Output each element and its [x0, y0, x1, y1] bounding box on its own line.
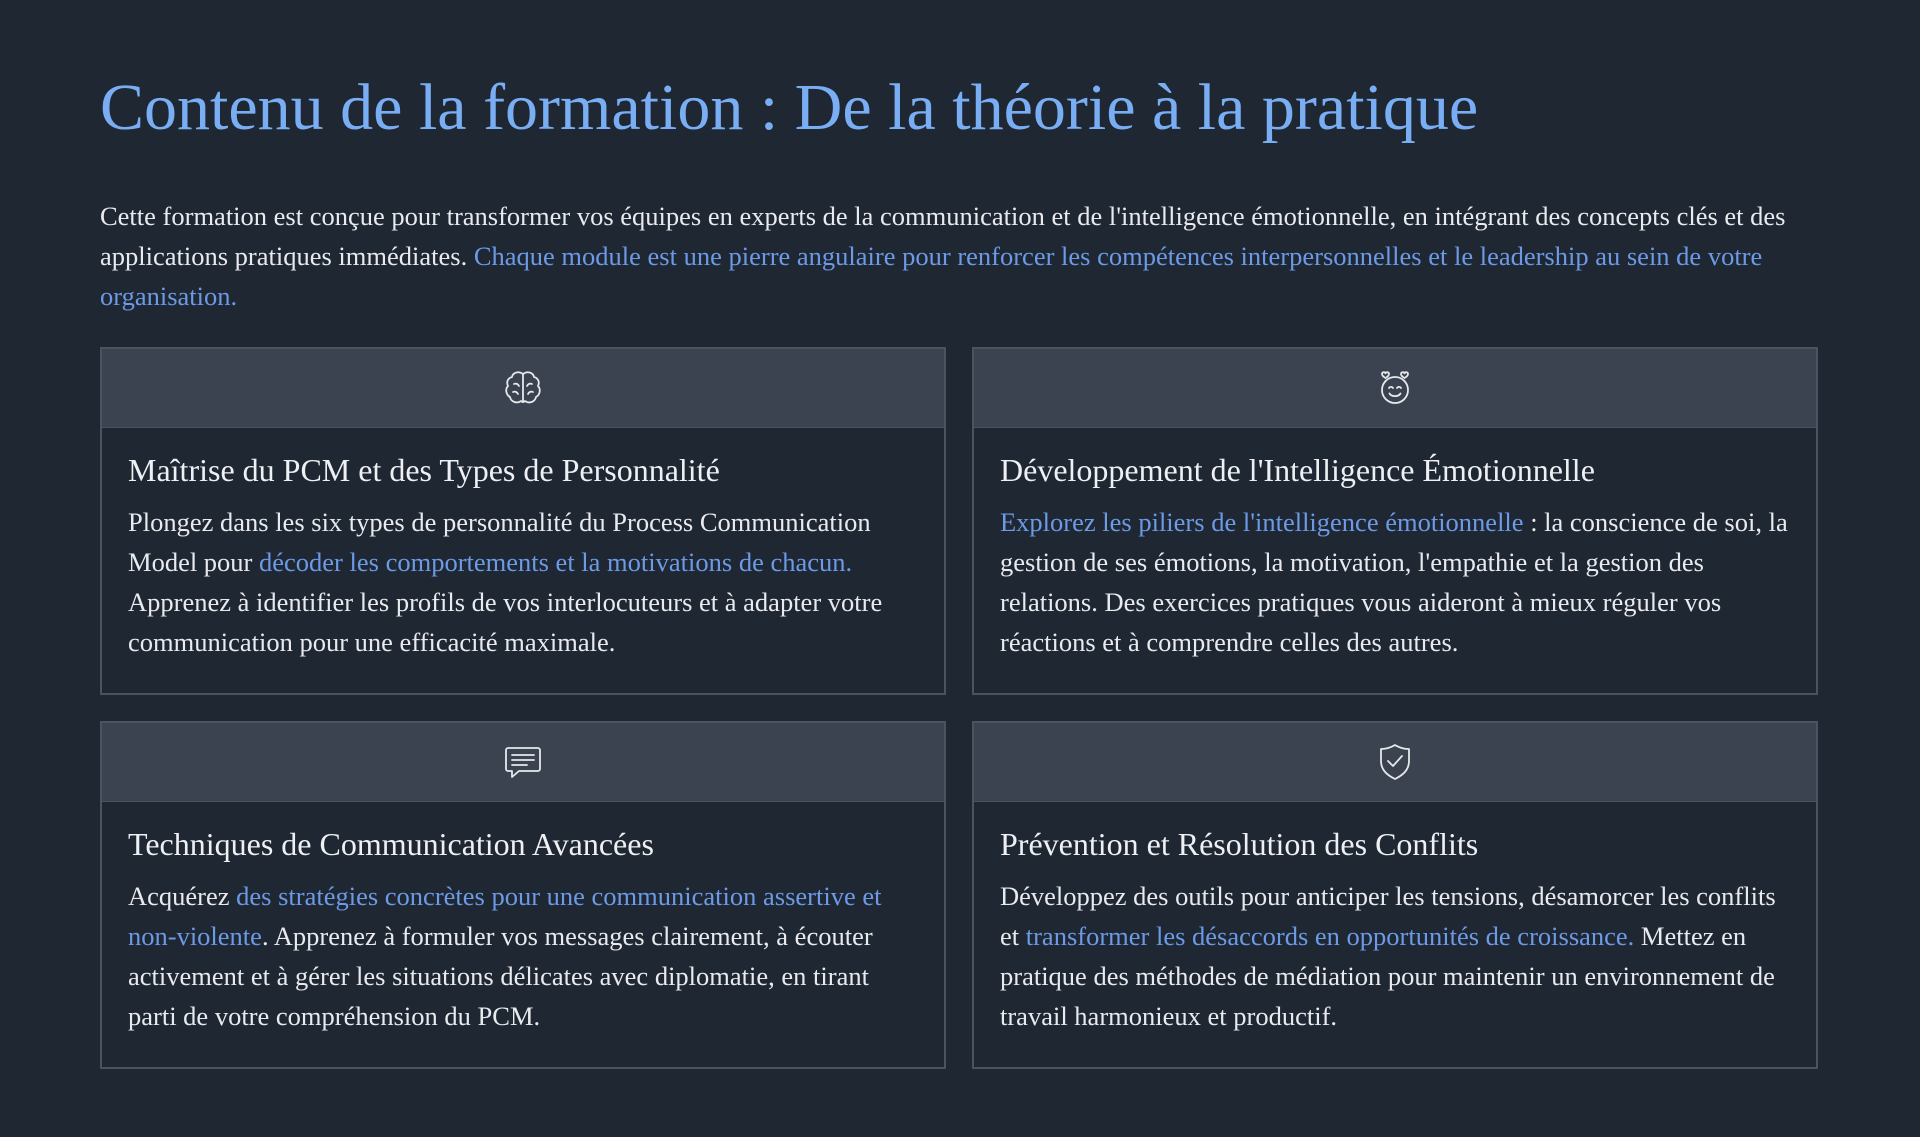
card-description [128, 502, 918, 662]
module-cards [100, 347, 1820, 1069]
module-card-pcm [100, 347, 946, 695]
message-icon [501, 740, 545, 784]
card-text-after: . Apprenez à formuler vos messages clairement, à écouter activement et à gérer les situations délicates avec diplomatie, en tirant parti de votre compréhension du PCM. [128, 921, 873, 1031]
brain-icon [501, 366, 545, 410]
card-title: Techniques de Communication Avancées [128, 826, 654, 862]
card-text-highlight: transformer les désaccords en opportunités de croissance. [1025, 921, 1635, 951]
card-text-highlight: décoder les comportements et la motivations de chacun. [259, 547, 853, 577]
smile-hearts-icon [1373, 366, 1417, 410]
module-card-communication [100, 721, 946, 1069]
intro-text: Cette formation est conçue pour transformer vos équipes en experts de la communication et de l'intelligence émotionnelle, en intégrant des concepts clés et des applications pratiques immédiates. [100, 201, 1786, 271]
card-text-after: Apprenez à identifier les profils de vos interlocuteurs et à adapter votre communication pour une efficacité maximale. [128, 587, 883, 657]
card-text-highlight: Explorez les piliers de l'intelligence émotionnelle [1000, 507, 1524, 537]
card-header [974, 349, 1816, 428]
card-header [102, 723, 944, 802]
card-title: Maîtrise du PCM et des Types de Personnalité [128, 452, 720, 488]
card-title: Prévention et Résolution des Conflits [1000, 826, 1479, 862]
card-text-after: Mettez en pratique des méthodes de médiation pour maintenir un environnement de travail harmonieux et productif. [1000, 921, 1775, 1031]
intro-highlight: Chaque module est une pierre angulaire pour renforcer les compétences interpersonnelles et le leadership au sein de votre organisation. [100, 241, 1763, 311]
card-body [974, 428, 1816, 662]
card-text-before: Développez des outils pour anticiper les tensions, désamorcer les conflits et [1000, 881, 1776, 951]
card-description [128, 876, 918, 1036]
card-text-after: : la conscience de soi, la gestion de ses émotions, la motivation, l'empathie et la gestion des relations. Des exercices pratiques vous aideront à mieux réguler vos réactions et à comprendre celles des autres. [1000, 507, 1788, 657]
card-header [974, 723, 1816, 802]
intro-paragraph [100, 196, 1825, 316]
card-text-before: Acquérez [128, 881, 237, 911]
card-description [1000, 502, 1790, 662]
card-title: Développement de l'Intelligence Émotionnelle [1000, 452, 1595, 488]
card-text-before: Plongez dans les six types de personnalité du Process Communication Model pour [128, 507, 871, 577]
module-card-conflicts [972, 721, 1818, 1069]
card-header [102, 349, 944, 428]
card-text-highlight: des stratégies concrètes pour une communication assertive et non-violente [128, 881, 882, 951]
card-body [974, 802, 1816, 1036]
card-body [102, 802, 944, 1036]
module-card-emotional-intelligence [972, 347, 1818, 695]
shield-check-icon [1373, 740, 1417, 784]
page-title: Contenu de la formation : De la théorie à la pratique [100, 71, 1479, 144]
card-body [102, 428, 944, 662]
card-description [1000, 876, 1790, 1036]
